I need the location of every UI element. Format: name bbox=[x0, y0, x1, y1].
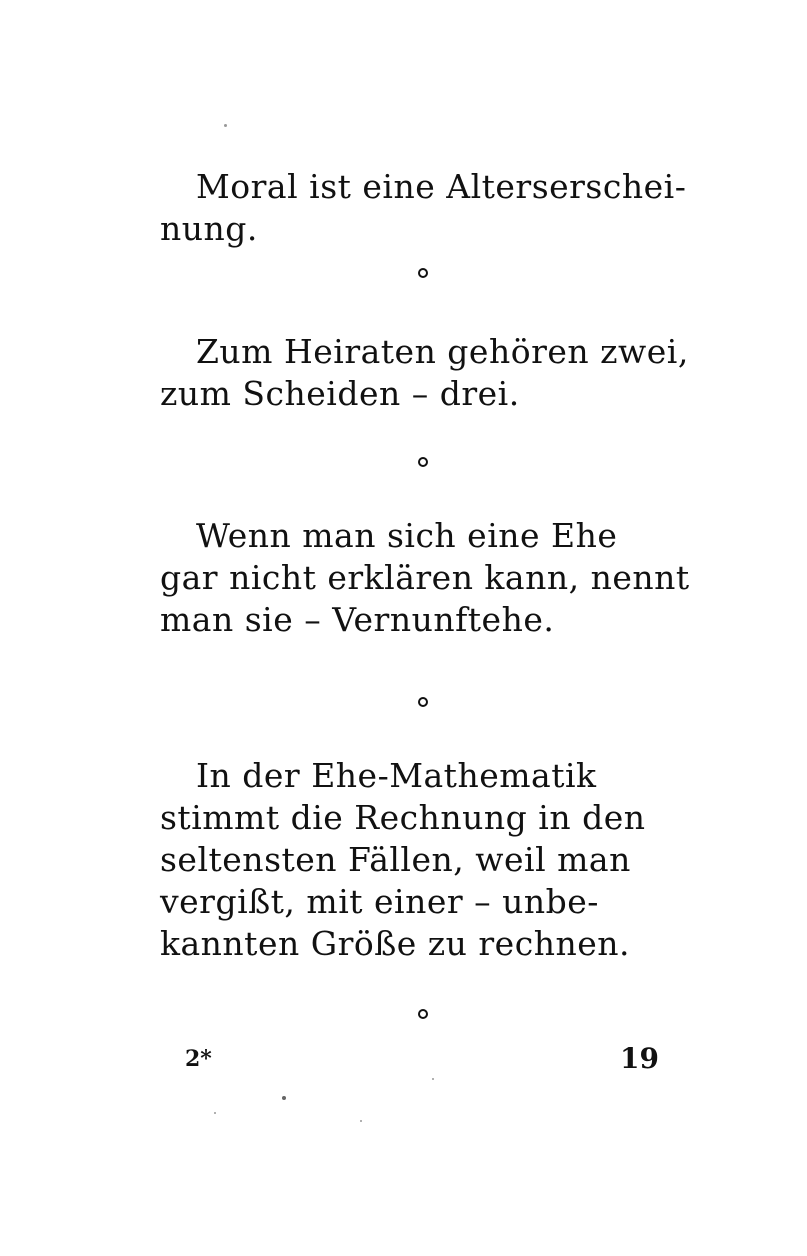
print-speck bbox=[432, 1078, 434, 1080]
aphorism-1 bbox=[160, 166, 694, 250]
aphorism-3 bbox=[160, 515, 694, 641]
print-speck bbox=[224, 124, 227, 127]
text-fragment: Moral ist eine Alterserschei- bbox=[196, 167, 687, 206]
separator-circle bbox=[418, 457, 428, 467]
signature-mark: 2* bbox=[185, 1046, 212, 1072]
aphorism-3-line-2: gar nicht erklären kann, nennt bbox=[160, 558, 690, 597]
aphorism-4-line-2: stimmt die Rechnung in den bbox=[160, 798, 646, 837]
print-speck bbox=[282, 1096, 286, 1100]
aphorism-1-line-2: nung. bbox=[160, 209, 258, 248]
aphorism-2-line-2: zum Scheiden – drei. bbox=[160, 374, 520, 413]
aphorism-4 bbox=[160, 755, 694, 965]
aphorism-4-line-1: In der Ehe-Mathematik bbox=[196, 756, 597, 795]
aphorism-1-line-1 bbox=[160, 166, 694, 208]
separator-circle bbox=[418, 268, 428, 278]
aphorism-2-line-1: Zum Heiraten gehören zwei, bbox=[196, 332, 689, 371]
separator-circle bbox=[418, 1009, 428, 1019]
aphorism-3-line-3: man sie – Vernunftehe. bbox=[160, 600, 555, 639]
aphorism-3-line-1: Wenn man sich eine Ehe bbox=[196, 516, 618, 555]
aphorism-2 bbox=[160, 331, 694, 415]
aphorism-4-line-4: vergißt, mit einer – unbe- bbox=[160, 882, 599, 921]
print-speck bbox=[360, 1120, 362, 1122]
aphorism-4-line-3: seltensten Fällen, weil man bbox=[160, 840, 631, 879]
print-speck bbox=[214, 1112, 216, 1114]
aphorism-4-line-5: kannten Größe zu rechnen. bbox=[160, 924, 630, 963]
page-number: 19 bbox=[620, 1042, 659, 1075]
separator-circle bbox=[418, 697, 428, 707]
